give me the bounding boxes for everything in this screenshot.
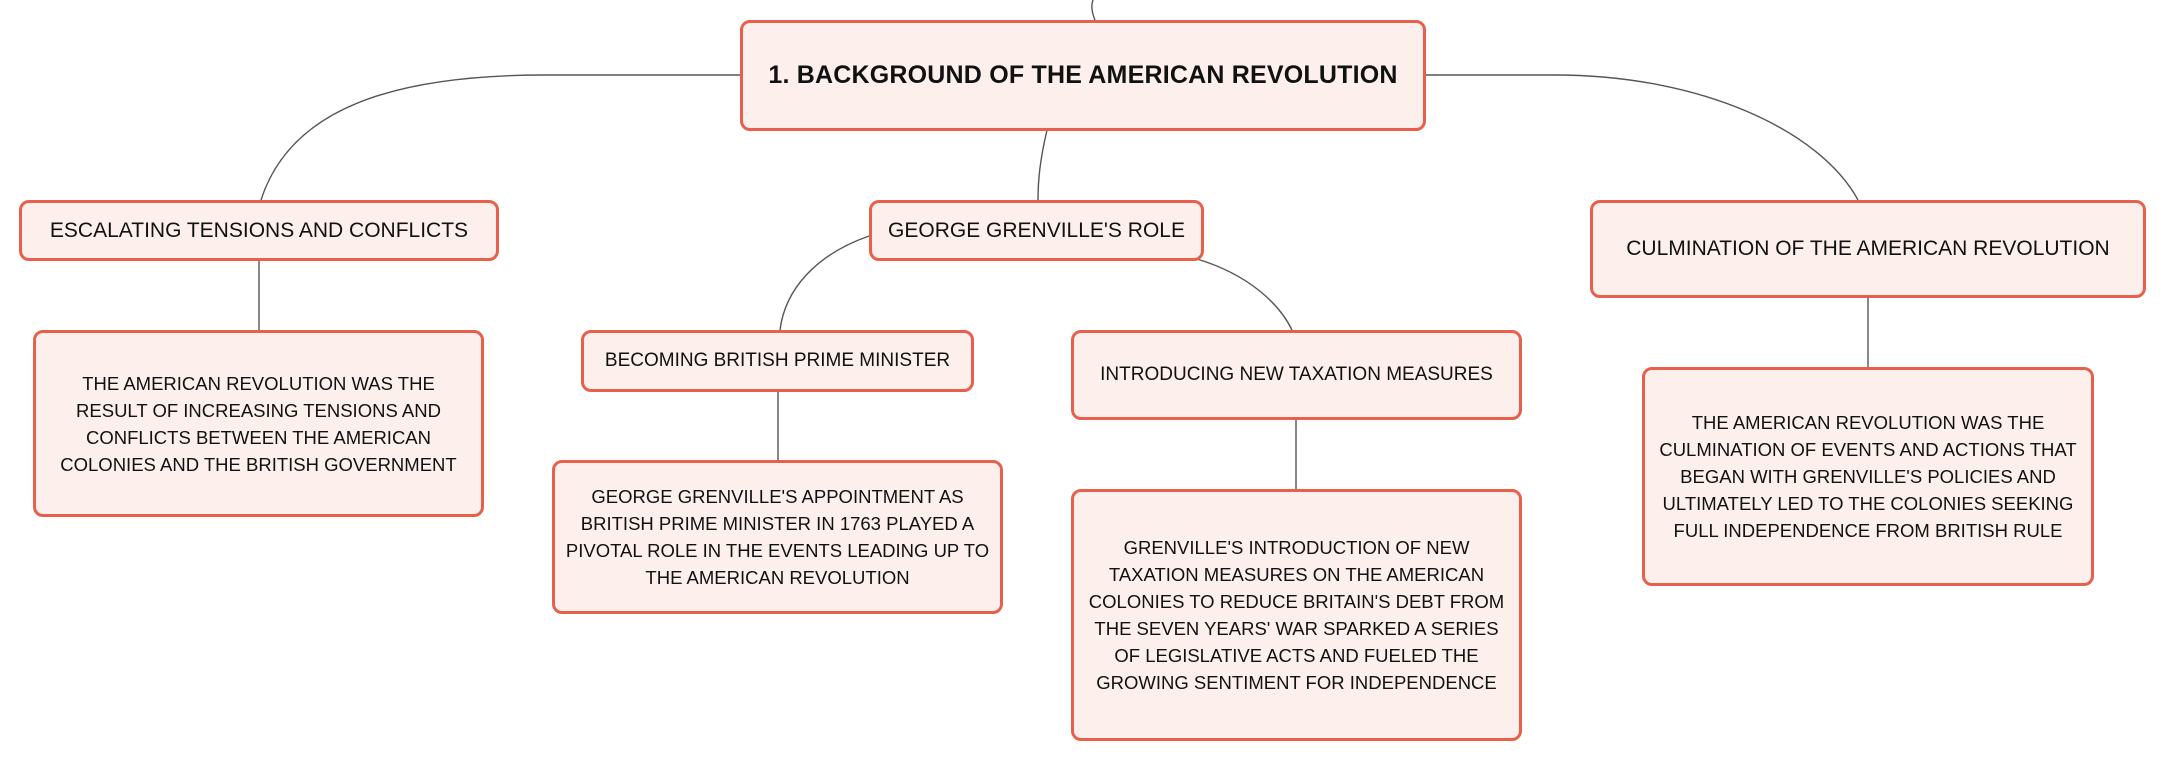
detail-culmination-text: THE AMERICAN REVOLUTION WAS THE CULMINATION OF EVENTS AND ACTIONS THAT BEGAN WITH GRENVILLE'S POLICIES AND ULTIMATELY LED TO THE COLONIES SEEKING FULL INDEPENDENCE FROM BRITISH RULE [1659,412,2077,541]
connector-grenville-to-taxation [1197,259,1292,330]
connector-grenville-to-prime-minister [780,236,869,330]
branch-escalating-tensions[interactable] [19,200,499,261]
branch-escalating-tensions-label: ESCALATING TENSIONS AND CONFLICTS [49,218,469,242]
connector-root-to-culmination [1425,75,1858,200]
detail-culmination[interactable] [1642,367,2094,586]
detail-new-taxation-measures-text: GRENVILLE'S INTRODUCTION OF NEW TAXATION MEASURES ON THE AMERICAN COLONIES TO REDUCE BRITAIN'S DEBT FROM THE SEVEN YEARS' WAR SPARKED A SERIES OF LEGISLATIVE ACTS AND FUELED THE GROWING SENTIMENT FOR INDEPENDENCE [1088,537,1505,693]
detail-escalating-tensions[interactable] [33,330,484,517]
topic-becoming-prime-minister-label: BECOMING BRITISH PRIME MINISTER [604,350,951,371]
branch-grenville-role[interactable] [869,200,1204,261]
connector-root-to-tensions [261,75,742,200]
root-topic[interactable] [740,20,1426,131]
branch-culmination-label: CULMINATION OF THE AMERICAN REVOLUTION [1626,237,2110,260]
detail-becoming-prime-minister-text: GEORGE GRENVILLE'S APPOINTMENT AS BRITISH PRIME MINISTER IN 1763 PLAYED A PIVOTAL ROLE IN THE EVENTS LEADING UP TO THE AMERICAN REVOLUTION [565,486,990,588]
detail-becoming-prime-minister[interactable] [552,460,1003,614]
branch-culmination[interactable] [1590,200,2146,298]
root-topic-label: 1. BACKGROUND OF THE AMERICAN REVOLUTION [768,61,1398,89]
branch-grenville-role-label: GEORGE GRENVILLE'S ROLE [888,218,1185,242]
connector-root-to-grenville [1038,130,1047,200]
topic-becoming-prime-minister[interactable] [581,330,974,392]
topic-new-taxation-measures-label: INTRODUCING NEW TAXATION MEASURES [1100,364,1493,385]
topic-new-taxation-measures[interactable] [1071,330,1522,420]
detail-escalating-tensions-text: THE AMERICAN REVOLUTION WAS THE RESULT OF INCREASING TENSIONS AND CONFLICTS BETWEEN THE AMERICAN COLONIES AND THE BRITISH GOVERNMENT [60,372,457,475]
detail-new-taxation-measures[interactable] [1071,489,1522,741]
connector-root-to-parent [1092,0,1095,20]
